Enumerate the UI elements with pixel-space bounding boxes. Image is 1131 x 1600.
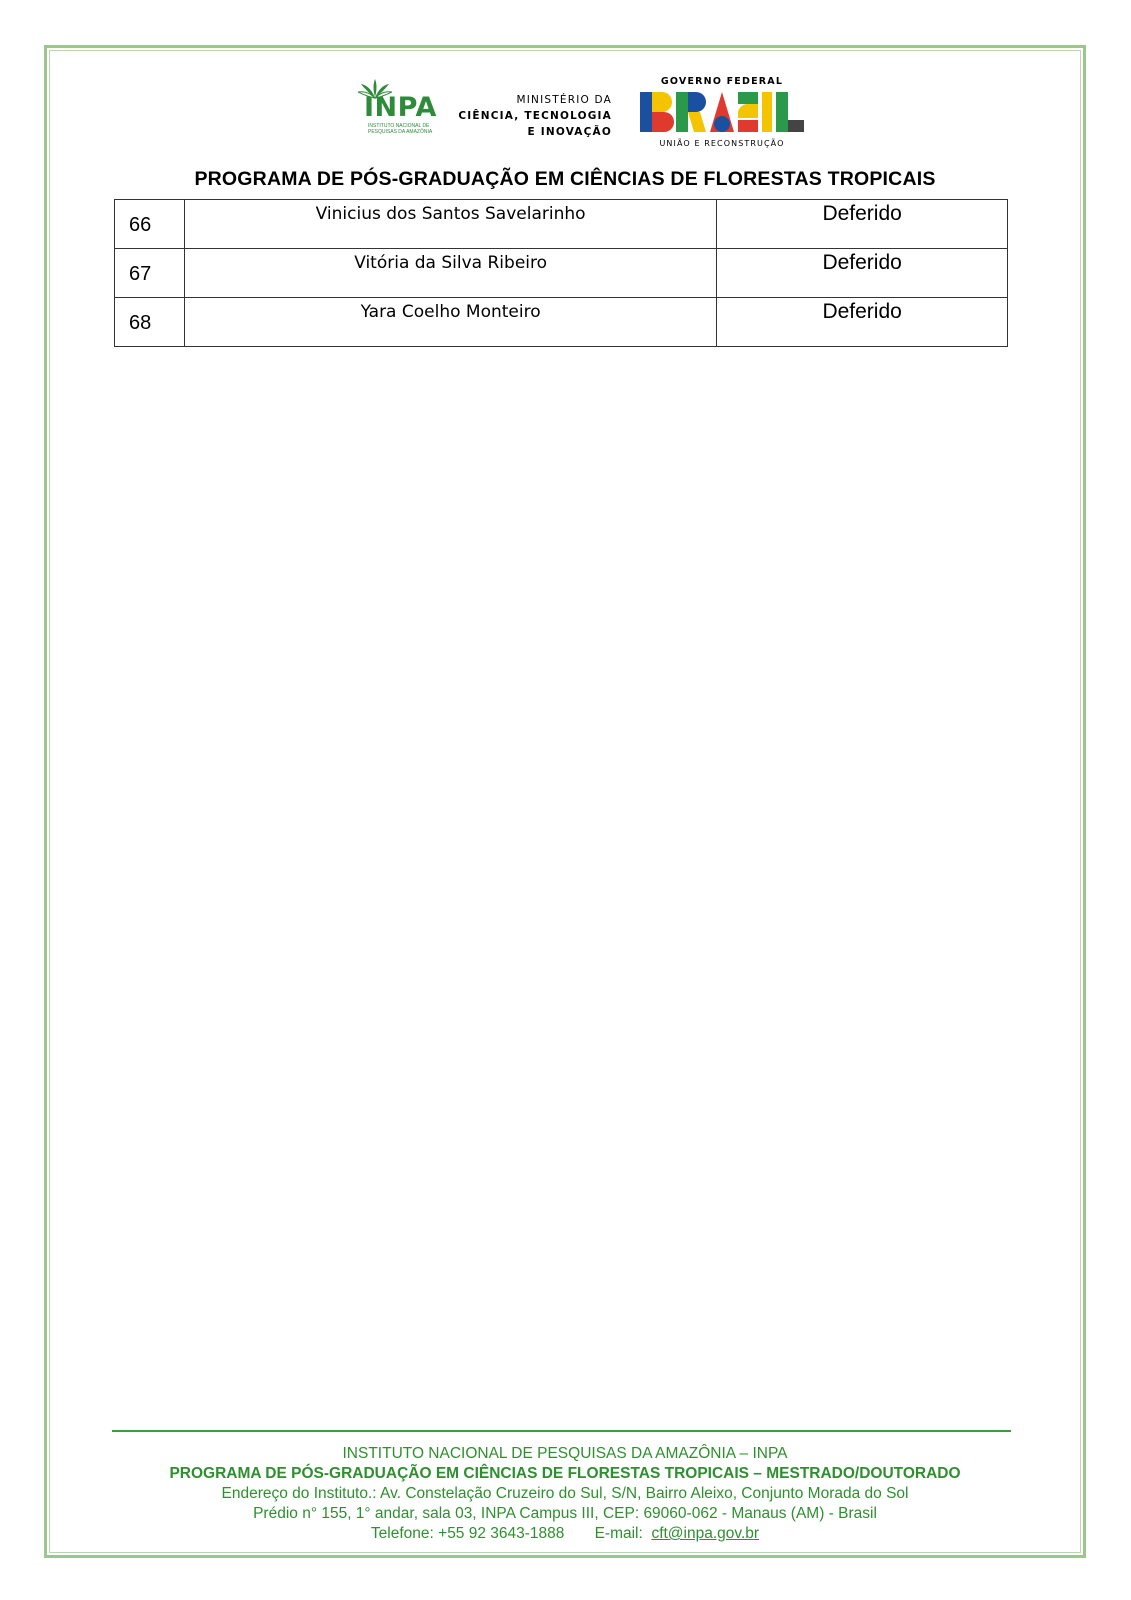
table-row: [115, 200, 1008, 249]
inpa-logo: [350, 76, 445, 136]
footer-email-link[interactable]: cft@inpa.gov.br: [651, 1525, 760, 1542]
row-number: 66: [129, 214, 152, 236]
row-status: Deferido: [822, 251, 902, 274]
inpa-logo-text: INPA: [364, 92, 437, 123]
row-number: 68: [129, 312, 152, 334]
footer-contact: [60, 1524, 1070, 1544]
footer-institute: INSTITUTO NACIONAL DE PESQUISAS DA AMAZÔNIA – INPA: [342, 1445, 788, 1462]
ministry-line2: CIÊNCIA, TECNOLOGIA: [458, 110, 612, 122]
table-row: [115, 298, 1008, 347]
ministry-logo: [450, 92, 612, 140]
row-status-cell: [717, 298, 1008, 347]
row-name: Vitória da Silva Ribeiro: [354, 253, 548, 273]
footer-building: Prédio n° 155, 1° andar, sala 03, INPA Campus III, CEP: 69060-062 - Manaus (AM) - Brasil: [253, 1505, 877, 1522]
brasil-wordmark: [640, 90, 804, 134]
row-number: 67: [129, 263, 152, 285]
row-status-cell: [717, 249, 1008, 298]
footer-email-label: E-mail:: [594, 1525, 643, 1542]
row-number-cell: [115, 249, 185, 298]
row-number-cell: [115, 298, 185, 347]
footer-divider: [112, 1430, 1011, 1432]
row-name-cell: [184, 298, 716, 347]
row-name: Vinicius dos Santos Savelarinho: [315, 204, 586, 224]
footer-address: Endereço do Instituto.: Av. Constelação Cruzeiro do Sul, S/N, Bairro Aleixo, Conjunto Morada do Sol: [221, 1485, 909, 1502]
inpa-logo-subtitle: INSTITUTO NACIONAL DE PESQUISAS DA AMAZÔNIA: [368, 123, 433, 135]
footer-program: PROGRAMA DE PÓS-GRADUAÇÃO EM CIÊNCIAS DE FLORESTAS TROPICAIS – MESTRADO/DOUTORADO: [169, 1465, 961, 1482]
header-logos: [350, 76, 830, 156]
results-table: [114, 199, 1008, 347]
row-status-cell: [717, 200, 1008, 249]
row-name: Yara Coelho Monteiro: [360, 302, 541, 322]
row-status: Deferido: [822, 300, 902, 323]
row-name-cell: [184, 200, 716, 249]
ministry-line3: E INOVAÇÃO: [527, 126, 612, 138]
ministry-line1: MINISTÉRIO DA: [516, 94, 612, 106]
footer-phone: Telefone: +55 92 3643-1888: [370, 1525, 565, 1542]
gov-logo: [640, 76, 810, 156]
footer: [60, 1444, 1070, 1544]
document-title: PROGRAMA DE PÓS-GRADUAÇÃO EM CIÊNCIAS DE FLORESTAS TROPICAIS: [194, 168, 936, 190]
gov-top-text: GOVERNO FEDERAL: [660, 76, 784, 87]
row-name-cell: [184, 249, 716, 298]
row-status: Deferido: [822, 202, 902, 225]
gov-bottom-text: UNIÃO E RECONSTRUÇÃO: [659, 139, 785, 148]
table-row: [115, 249, 1008, 298]
row-number-cell: [115, 200, 185, 249]
